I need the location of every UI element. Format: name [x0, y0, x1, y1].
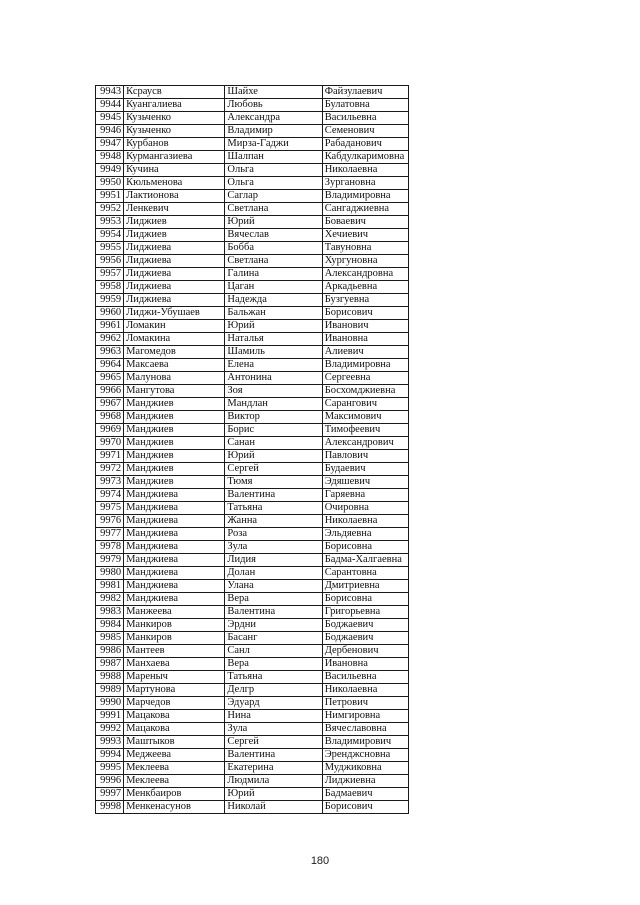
table-row: [96, 710, 409, 723]
table-row: [96, 177, 409, 190]
first-name-cell: Жанна: [225, 515, 322, 528]
row-number: 9977: [96, 528, 124, 541]
first-name-cell: Светлана: [225, 203, 322, 216]
row-number: 9961: [96, 320, 124, 333]
surname-cell: Манджиева: [124, 489, 225, 502]
surname-cell: Ленкевич: [124, 203, 225, 216]
first-name-cell: Татьяна: [225, 671, 322, 684]
table-row: [96, 593, 409, 606]
table-row: [96, 320, 409, 333]
row-number: 9973: [96, 476, 124, 489]
surname-cell: Манджиева: [124, 541, 225, 554]
table-row: [96, 801, 409, 814]
surname-cell: Ломакин: [124, 320, 225, 333]
first-name-cell: Ольга: [225, 177, 322, 190]
row-number: 9966: [96, 385, 124, 398]
surname-cell: Манджиева: [124, 554, 225, 567]
surname-cell: Мартунова: [124, 684, 225, 697]
row-number: 9981: [96, 580, 124, 593]
row-number: 9943: [96, 86, 124, 99]
table-row: [96, 788, 409, 801]
table-row: [96, 307, 409, 320]
table-row: [96, 99, 409, 112]
row-number: 9983: [96, 606, 124, 619]
table-row: [96, 359, 409, 372]
row-number: 9982: [96, 593, 124, 606]
row-number: 9991: [96, 710, 124, 723]
table-row: [96, 658, 409, 671]
patronymic-cell: Боваевич: [322, 216, 408, 229]
surname-cell: Лиджиева: [124, 255, 225, 268]
surname-cell: Манджиева: [124, 528, 225, 541]
first-name-cell: Александра: [225, 112, 322, 125]
patronymic-cell: Николаевна: [322, 164, 408, 177]
table-row: [96, 476, 409, 489]
row-number: 9971: [96, 450, 124, 463]
patronymic-cell: Сергеевна: [322, 372, 408, 385]
patronymic-cell: Алиевич: [322, 346, 408, 359]
surname-cell: Мацакова: [124, 710, 225, 723]
patronymic-cell: Бадма-Халгаевна: [322, 554, 408, 567]
surname-cell: Малунова: [124, 372, 225, 385]
patronymic-cell: Борисовна: [322, 593, 408, 606]
first-name-cell: Надежда: [225, 294, 322, 307]
first-name-cell: Наталья: [225, 333, 322, 346]
patronymic-cell: Кабдулкаримовна: [322, 151, 408, 164]
first-name-cell: Валентина: [225, 749, 322, 762]
first-name-cell: Людмила: [225, 775, 322, 788]
surname-cell: Лиджиева: [124, 294, 225, 307]
surname-cell: Манжеева: [124, 606, 225, 619]
first-name-cell: Мирза-Гаджи: [225, 138, 322, 151]
row-number: 9951: [96, 190, 124, 203]
row-number: 9957: [96, 268, 124, 281]
patronymic-cell: Сангаджиевна: [322, 203, 408, 216]
surname-cell: Манджиев: [124, 398, 225, 411]
surname-cell: Манджиев: [124, 424, 225, 437]
surname-cell: Манкиров: [124, 632, 225, 645]
table-row: [96, 684, 409, 697]
surname-cell: Лактионова: [124, 190, 225, 203]
table-row: [96, 398, 409, 411]
table-row: [96, 671, 409, 684]
first-name-cell: Владимир: [225, 125, 322, 138]
first-name-cell: Долан: [225, 567, 322, 580]
first-name-cell: Бальжан: [225, 307, 322, 320]
row-number: 9952: [96, 203, 124, 216]
patronymic-cell: Иванович: [322, 320, 408, 333]
table-row: [96, 437, 409, 450]
patronymic-cell: Зургановна: [322, 177, 408, 190]
table-row: [96, 502, 409, 515]
patronymic-cell: Боджаевич: [322, 619, 408, 632]
table-row: [96, 255, 409, 268]
table-row: [96, 281, 409, 294]
patronymic-cell: Хургуновна: [322, 255, 408, 268]
patronymic-cell: Тавуновна: [322, 242, 408, 255]
patronymic-cell: Николаевна: [322, 515, 408, 528]
row-number: 9998: [96, 801, 124, 814]
patronymic-cell: Владимировна: [322, 190, 408, 203]
table-row: [96, 606, 409, 619]
first-name-cell: Шайхе: [225, 86, 322, 99]
surname-cell: Манджиева: [124, 515, 225, 528]
table-row: [96, 762, 409, 775]
patronymic-cell: Сарантовна: [322, 567, 408, 580]
surname-cell: Менкбаиров: [124, 788, 225, 801]
table-row: [96, 554, 409, 567]
row-number: 9996: [96, 775, 124, 788]
surname-cell: Лиджиева: [124, 281, 225, 294]
patronymic-cell: Аркадьевна: [322, 281, 408, 294]
table-row: [96, 528, 409, 541]
row-number: 9995: [96, 762, 124, 775]
table-row: [96, 567, 409, 580]
row-number: 9990: [96, 697, 124, 710]
patronymic-cell: Будаевич: [322, 463, 408, 476]
first-name-cell: Елена: [225, 359, 322, 372]
surname-cell: Ксраусв: [124, 86, 225, 99]
first-name-cell: Эрдни: [225, 619, 322, 632]
first-name-cell: Антонина: [225, 372, 322, 385]
patronymic-cell: Ивановна: [322, 333, 408, 346]
first-name-cell: Татьяна: [225, 502, 322, 515]
first-name-cell: Николай: [225, 801, 322, 814]
table-row: [96, 411, 409, 424]
patronymic-cell: Борисович: [322, 307, 408, 320]
surname-cell: Ломакина: [124, 333, 225, 346]
patronymic-cell: Владимировна: [322, 359, 408, 372]
table-row: [96, 580, 409, 593]
first-name-cell: Валентина: [225, 606, 322, 619]
table-row: [96, 294, 409, 307]
patronymic-cell: Нимгировна: [322, 710, 408, 723]
patronymic-cell: Семенович: [322, 125, 408, 138]
surname-cell: Манджиева: [124, 593, 225, 606]
patronymic-cell: Лиджиевна: [322, 775, 408, 788]
table-row: [96, 86, 409, 99]
surname-cell: Манджиева: [124, 567, 225, 580]
row-number: 9949: [96, 164, 124, 177]
patronymic-cell: Павлович: [322, 450, 408, 463]
row-number: 9956: [96, 255, 124, 268]
table-row: [96, 385, 409, 398]
surname-cell: Мантеев: [124, 645, 225, 658]
first-name-cell: Улана: [225, 580, 322, 593]
table-row: [96, 372, 409, 385]
surname-cell: Лиджи-Убушаев: [124, 307, 225, 320]
row-number: 9959: [96, 294, 124, 307]
table-row: [96, 242, 409, 255]
first-name-cell: Шамиль: [225, 346, 322, 359]
row-number: 9993: [96, 736, 124, 749]
row-number: 9964: [96, 359, 124, 372]
table-row: [96, 216, 409, 229]
table-row: [96, 541, 409, 554]
patronymic-cell: Эдяшевич: [322, 476, 408, 489]
table-row: [96, 515, 409, 528]
first-name-cell: Сергей: [225, 463, 322, 476]
table-row: [96, 190, 409, 203]
row-number: 9978: [96, 541, 124, 554]
row-number: 9970: [96, 437, 124, 450]
first-name-cell: Борис: [225, 424, 322, 437]
first-name-cell: Ольга: [225, 164, 322, 177]
surname-cell: Манджиев: [124, 411, 225, 424]
table-row: [96, 736, 409, 749]
patronymic-cell: Файзулаевич: [322, 86, 408, 99]
patronymic-cell: Бадмаевич: [322, 788, 408, 801]
patronymic-cell: Васильевна: [322, 671, 408, 684]
row-number: 9962: [96, 333, 124, 346]
table-row: [96, 268, 409, 281]
row-number: 9950: [96, 177, 124, 190]
first-name-cell: Цаган: [225, 281, 322, 294]
table-row: [96, 424, 409, 437]
page-number: 180: [310, 855, 330, 867]
first-name-cell: Тюмя: [225, 476, 322, 489]
row-number: 9994: [96, 749, 124, 762]
table-row: [96, 346, 409, 359]
first-name-cell: Вячеслав: [225, 229, 322, 242]
row-number: 9958: [96, 281, 124, 294]
first-name-cell: Светлана: [225, 255, 322, 268]
patronymic-cell: Петрович: [322, 697, 408, 710]
surname-cell: Мангутова: [124, 385, 225, 398]
row-number: 9963: [96, 346, 124, 359]
first-name-cell: Любовь: [225, 99, 322, 112]
surname-cell: Кюльменова: [124, 177, 225, 190]
surname-cell: Менкенасунов: [124, 801, 225, 814]
first-name-cell: Санан: [225, 437, 322, 450]
table-row: [96, 125, 409, 138]
surname-cell: Манджиев: [124, 476, 225, 489]
row-number: 9945: [96, 112, 124, 125]
row-number: 9984: [96, 619, 124, 632]
row-number: 9979: [96, 554, 124, 567]
row-number: 9955: [96, 242, 124, 255]
table-row: [96, 203, 409, 216]
row-number: 9953: [96, 216, 124, 229]
surname-cell: Манджиев: [124, 437, 225, 450]
row-number: 9965: [96, 372, 124, 385]
first-name-cell: Юрий: [225, 450, 322, 463]
first-name-cell: Нина: [225, 710, 322, 723]
surname-cell: Манджиева: [124, 580, 225, 593]
surname-cell: Меклеева: [124, 775, 225, 788]
row-number: 9987: [96, 658, 124, 671]
first-name-cell: Басанг: [225, 632, 322, 645]
table-row: [96, 138, 409, 151]
surname-cell: Кузьченко: [124, 112, 225, 125]
surname-cell: Манджиева: [124, 502, 225, 515]
first-name-cell: Шалпан: [225, 151, 322, 164]
first-name-cell: Зула: [225, 723, 322, 736]
row-number: 9997: [96, 788, 124, 801]
patronymic-cell: Дмитриевна: [322, 580, 408, 593]
row-number: 9988: [96, 671, 124, 684]
first-name-cell: Саглар: [225, 190, 322, 203]
first-name-cell: Вера: [225, 658, 322, 671]
row-number: 9989: [96, 684, 124, 697]
row-number: 9985: [96, 632, 124, 645]
first-name-cell: Эдуард: [225, 697, 322, 710]
first-name-cell: Мандлан: [225, 398, 322, 411]
patronymic-cell: Дербенович: [322, 645, 408, 658]
row-number: 9976: [96, 515, 124, 528]
table-row: [96, 619, 409, 632]
first-name-cell: Зоя: [225, 385, 322, 398]
surname-cell: Маштыков: [124, 736, 225, 749]
row-number: 9974: [96, 489, 124, 502]
row-number: 9967: [96, 398, 124, 411]
patronymic-cell: Ивановна: [322, 658, 408, 671]
surname-cell: Меклеева: [124, 762, 225, 775]
row-number: 9968: [96, 411, 124, 424]
table-row: [96, 164, 409, 177]
surname-cell: Манджиев: [124, 463, 225, 476]
first-name-cell: Юрий: [225, 320, 322, 333]
surname-cell: Мареныч: [124, 671, 225, 684]
first-name-cell: Санл: [225, 645, 322, 658]
row-number: 9944: [96, 99, 124, 112]
patronymic-cell: Максимович: [322, 411, 408, 424]
first-name-cell: Лидия: [225, 554, 322, 567]
first-name-cell: Виктор: [225, 411, 322, 424]
surname-cell: Мацакова: [124, 723, 225, 736]
patronymic-cell: Григорьевна: [322, 606, 408, 619]
surname-cell: Лиджиева: [124, 242, 225, 255]
patronymic-cell: Александрович: [322, 437, 408, 450]
patronymic-cell: Борисович: [322, 801, 408, 814]
surname-cell: Курмангазиева: [124, 151, 225, 164]
patronymic-cell: Тимофеевич: [322, 424, 408, 437]
patronymic-cell: Борисовна: [322, 541, 408, 554]
surname-cell: Меджеева: [124, 749, 225, 762]
patronymic-cell: Николаевна: [322, 684, 408, 697]
first-name-cell: Бобба: [225, 242, 322, 255]
row-number: 9986: [96, 645, 124, 658]
patronymic-cell: Муджиковна: [322, 762, 408, 775]
surname-cell: Магомедов: [124, 346, 225, 359]
row-number: 9972: [96, 463, 124, 476]
surname-cell: Манкиров: [124, 619, 225, 632]
row-number: 9947: [96, 138, 124, 151]
names-table-body: [96, 86, 409, 814]
surname-cell: Марчедов: [124, 697, 225, 710]
table-row: [96, 645, 409, 658]
patronymic-cell: Владимирович: [322, 736, 408, 749]
row-number: 9975: [96, 502, 124, 515]
names-table: [95, 85, 409, 814]
table-row: [96, 151, 409, 164]
patronymic-cell: Васильевна: [322, 112, 408, 125]
table-row: [96, 489, 409, 502]
first-name-cell: Валентина: [225, 489, 322, 502]
table-row: [96, 749, 409, 762]
first-name-cell: Делгр: [225, 684, 322, 697]
surname-cell: Лиджиева: [124, 268, 225, 281]
table-row: [96, 723, 409, 736]
patronymic-cell: Вячеславовна: [322, 723, 408, 736]
patronymic-cell: Эльдяевна: [322, 528, 408, 541]
surname-cell: Манджиев: [124, 450, 225, 463]
surname-cell: Куангалиева: [124, 99, 225, 112]
patronymic-cell: Булатовна: [322, 99, 408, 112]
surname-cell: Курбанов: [124, 138, 225, 151]
patronymic-cell: Сарангович: [322, 398, 408, 411]
table-row: [96, 333, 409, 346]
patronymic-cell: Очировна: [322, 502, 408, 515]
first-name-cell: Екатерина: [225, 762, 322, 775]
table-row: [96, 697, 409, 710]
surname-cell: Кучина: [124, 164, 225, 177]
table-row: [96, 229, 409, 242]
patronymic-cell: Бузгуевна: [322, 294, 408, 307]
surname-cell: Максаева: [124, 359, 225, 372]
surname-cell: Манхаева: [124, 658, 225, 671]
table-row: [96, 463, 409, 476]
surname-cell: Лиджиев: [124, 229, 225, 242]
first-name-cell: Сергей: [225, 736, 322, 749]
row-number: 9948: [96, 151, 124, 164]
row-number: 9992: [96, 723, 124, 736]
row-number: 9960: [96, 307, 124, 320]
table-row: [96, 775, 409, 788]
first-name-cell: Юрий: [225, 216, 322, 229]
patronymic-cell: Хечиевич: [322, 229, 408, 242]
patronymic-cell: Рабаданович: [322, 138, 408, 151]
first-name-cell: Юрий: [225, 788, 322, 801]
first-name-cell: Галина: [225, 268, 322, 281]
table-row: [96, 450, 409, 463]
patronymic-cell: Боджаевич: [322, 632, 408, 645]
first-name-cell: Вера: [225, 593, 322, 606]
patronymic-cell: Босхомджиевна: [322, 385, 408, 398]
row-number: 9946: [96, 125, 124, 138]
patronymic-cell: Эренджсновна: [322, 749, 408, 762]
first-name-cell: Зула: [225, 541, 322, 554]
surname-cell: Лиджиев: [124, 216, 225, 229]
patronymic-cell: Гаряевна: [322, 489, 408, 502]
row-number: 9954: [96, 229, 124, 242]
patronymic-cell: Александровна: [322, 268, 408, 281]
table-row: [96, 632, 409, 645]
surname-cell: Кузьченко: [124, 125, 225, 138]
row-number: 9980: [96, 567, 124, 580]
first-name-cell: Роза: [225, 528, 322, 541]
row-number: 9969: [96, 424, 124, 437]
table-row: [96, 112, 409, 125]
